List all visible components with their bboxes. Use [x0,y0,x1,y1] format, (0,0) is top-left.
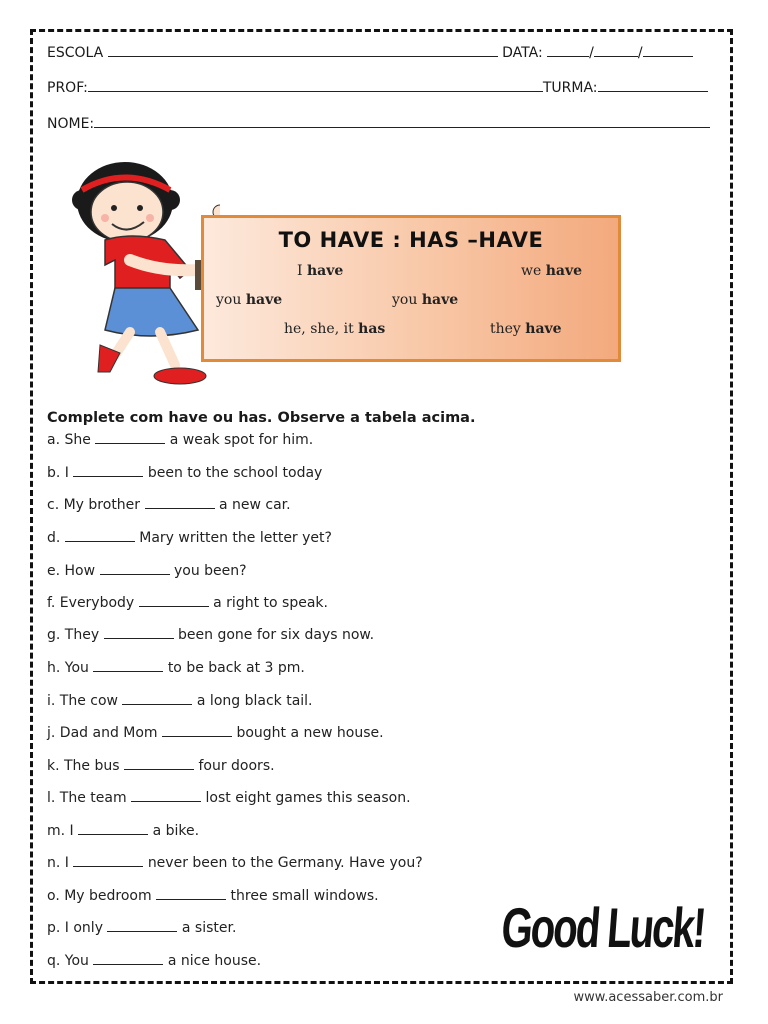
exercise-item: f. Everybody a right to speak. [47,595,328,611]
answer-blank[interactable] [73,464,143,477]
date-month-blank[interactable] [594,44,638,57]
answer-blank[interactable] [73,854,143,867]
answer-blank[interactable] [100,562,170,575]
conjugation-cell: you have [392,292,459,308]
exercise-item: l. The team lost eight games this season. [47,790,411,806]
exercise-item: p. I only a sister. [47,920,237,936]
exercise-item: d. Mary written the letter yet? [47,530,332,546]
prof-blank[interactable] [88,79,543,92]
answer-blank[interactable] [139,594,209,607]
answer-blank[interactable] [78,822,148,835]
escola-label: ESCOLA [47,45,104,61]
conjugation-cell: I have [297,263,344,279]
answer-blank[interactable] [107,919,177,932]
turma-blank[interactable] [598,79,708,92]
table-title: TO HAVE : HAS –HAVE [278,228,544,252]
exercise-item: i. The cow a long black tail. [47,693,313,709]
exercise-item: q. You a nice house. [47,953,262,969]
date-day-blank[interactable] [547,44,589,57]
escola-blank[interactable] [108,44,498,57]
good-luck-text: Good Luck! [499,896,707,959]
data-label: DATA: [502,45,543,61]
answer-blank[interactable] [104,626,174,639]
conjugation-cell: you have [216,292,283,308]
nome-label: NOME: [47,116,95,132]
exercise-item: e. How you been? [47,563,247,579]
exercise-item: n. I never been to the Germany. Have you? [47,855,423,871]
instructions: Complete com have ou has. Observe a tabela acima. [47,410,476,426]
exercise-item: m. I a bike. [47,823,200,839]
date-separator: / [589,45,594,61]
conjugation-cell: we have [521,263,583,279]
answer-blank[interactable] [122,692,192,705]
exercise-item: b. I been to the school today [47,465,323,481]
escola-line [47,44,693,61]
turma-label: TURMA: [542,80,598,96]
answer-blank[interactable] [95,431,165,444]
answer-blank[interactable] [93,952,163,965]
exercise-item: a. She a weak spot for him. [47,432,314,448]
girl-illustration [70,160,220,390]
footer-url: www.acessaber.com.br [573,990,723,1005]
answer-blank[interactable] [156,887,226,900]
exercise-item: k. The bus four doors. [47,758,275,774]
date-separator: / [637,45,643,61]
answer-blank[interactable] [65,529,135,542]
exercise-item: o. My bedroom three small windows. [47,888,379,904]
conjugation-cell: he, she, it has [284,321,386,337]
prof-label: PROF: [47,80,88,96]
answer-blank[interactable] [145,496,215,509]
answer-blank[interactable] [131,789,201,802]
exercise-item: j. Dad and Mom bought a new house. [47,725,384,741]
nome-blank[interactable] [94,115,710,128]
date-year-blank[interactable] [643,44,693,57]
exercise-item: c. My brother a new car. [47,497,291,513]
answer-blank[interactable] [93,659,163,672]
exercise-item: h. You to be back at 3 pm. [47,660,305,676]
answer-blank[interactable] [162,724,232,737]
grammar-table [201,215,621,362]
conjugation-cell: they have [490,321,562,337]
answer-blank[interactable] [124,757,194,770]
nome-line [47,115,710,132]
exercise-item: g. They been gone for six days now. [47,627,375,643]
prof-line [47,79,708,96]
